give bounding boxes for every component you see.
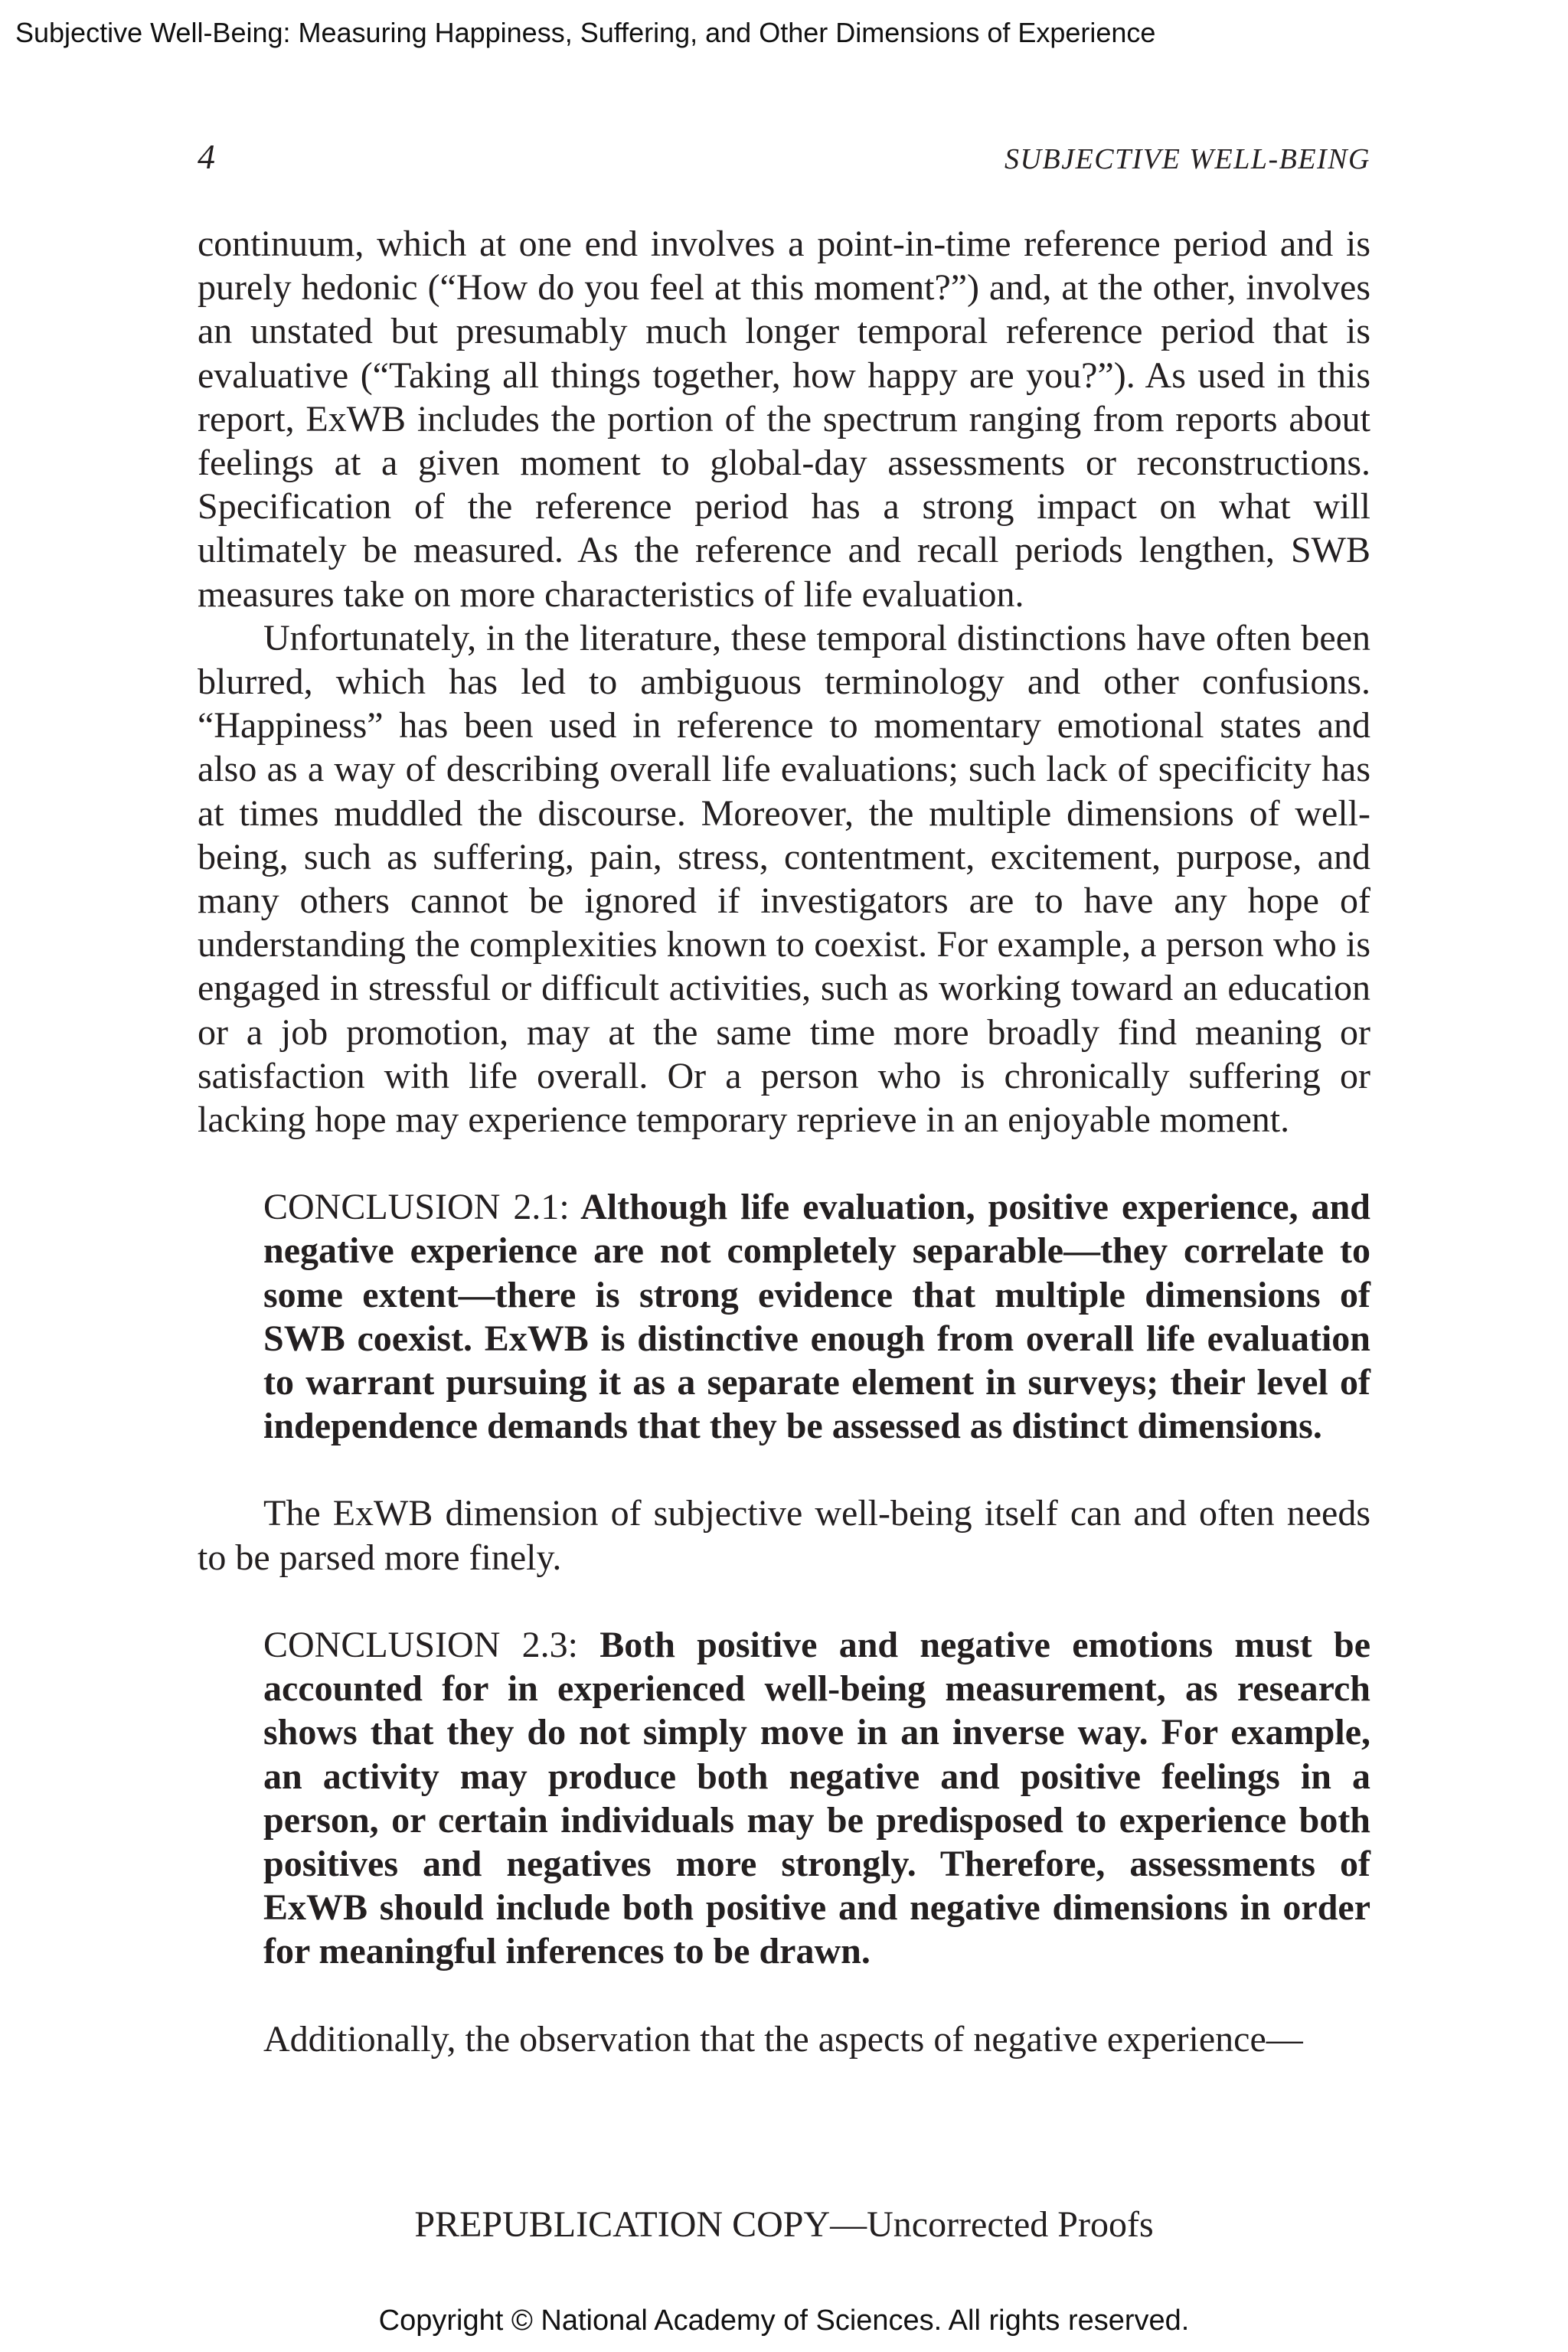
conclusion-2-3-label: CONCLUSION 2.3: <box>263 1624 578 1665</box>
paragraph-additionally: Additionally, the observation that the aspects of negative experience— <box>263 2018 1303 2060</box>
prepublication-notice: PREPUBLICATION COPY—Uncorrected Proofs <box>414 2204 1154 2245</box>
conclusion-2-3-text: Both positive and negative emotions must be accounted for in experienced well-being measurement, as research shows that they do not simply move in an inverse way. For example, an activity may produce both negative and positive feelings in a person, or certain individuals may be predisposed to experience both positives and negatives more strongly. Therefore, assessments of ExWB should include both positive and negative dimensions in order for meaningful inferences to be drawn. <box>263 1624 1371 1972</box>
document-source-banner: Subjective Well-Being: Measuring Happiness, Suffering, and Other Dimensions of Experience <box>15 17 1156 48</box>
paragraph-exwb-dimension: The ExWB dimension of subjective well-being itself can and often needs to be parsed more finely. <box>198 1493 1370 1578</box>
paragraph-continuum: continuum, which at one end involves a point-in-time reference period and is purely hedonic (“How do you feel at this moment?”) and, at the other, involves an unstated but presumably much longer temporal reference period that is evaluative (“Taking all things together, how happy are you?”). As used in this report, ExWB includes the portion of the spectrum ranging from reports about feelings at a given moment to global-day assessments or reconstructions. Specification of the reference period has a strong impact on what will ultimately be measured. As the reference and recall periods lengthen, SWB measures take on more characteristics of life evaluation. <box>198 224 1370 615</box>
conclusion-2-3 <box>263 1623 1370 1974</box>
conclusion-2-1-text: Although life evaluation, positive experience, and negative experience are not completely separable—they correlate to some extent—there is strong evidence that multiple dimensions of SWB coexist. ExWB is distinctive enough from overall life evaluation to warrant pursuing it as a separate element in surveys; their level of independence demands that they be assessed as distinct dimensions. <box>263 1187 1371 1447</box>
page-number: 4 <box>198 137 215 176</box>
page-body <box>198 222 1370 2061</box>
conclusion-2-1 <box>263 1185 1370 1448</box>
paragraph-temporal-distinctions: Unfortunately, in the literature, these temporal distinctions have often been blurred, which has led to ambiguous terminology and other confusions. “Happiness” has been used in reference to momentary emotional states and also as a way of describing overall life evaluations; such lack of specificity has at times muddled the discourse. Moreover, the multiple dimensions of well-being, such as suffering, pain, stress, contentment, excitement, purpose, and many others cannot be ignored if investigators are to have any hope of understanding the complexities known to coexist. For example, a person who is engaged in stressful or difficult activities, such as working toward an education or a job promotion, may at the same time more broadly find meaning or satisfaction with life overall. Or a person who is chronically suffering or lacking hope may experience temporary reprieve in an enjoyable moment. <box>198 617 1370 1141</box>
copyright-notice: Copyright © National Academy of Sciences. All rights reserved. <box>378 2305 1190 2337</box>
running-head-title: SUBJECTIVE WELL-BEING <box>1004 143 1370 175</box>
conclusion-2-1-label: CONCLUSION 2.1: <box>263 1187 570 1228</box>
